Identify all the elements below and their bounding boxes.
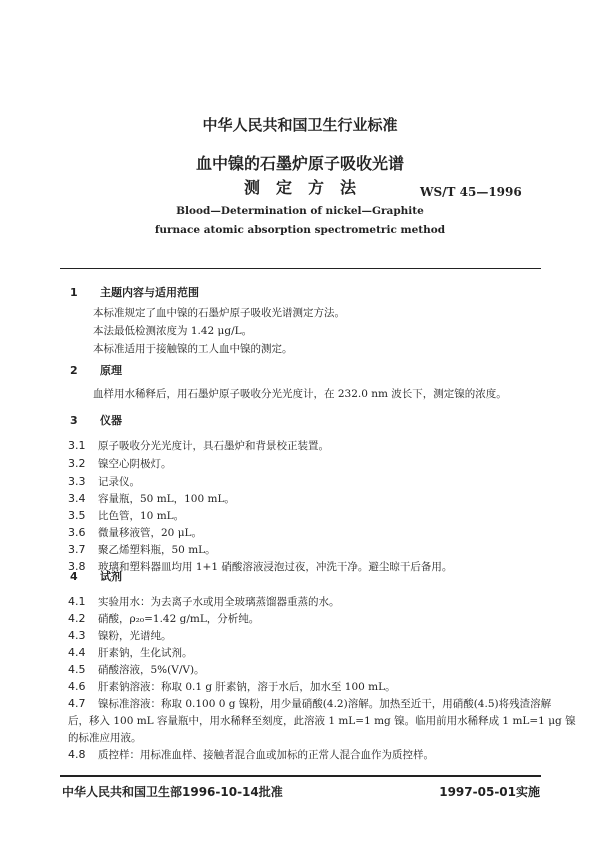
list-item bbox=[68, 679, 396, 694]
item-number: 3.5 bbox=[68, 509, 86, 522]
item-4-7-continuation: 后，移入 100 mL 容量瓶中，用水稀释至刻度，此溶液 1 mL=1 mg 镍。临用前用水稀释成 1 mL=1 μg 镍 bbox=[68, 715, 576, 727]
list-item bbox=[68, 696, 551, 711]
list-item bbox=[68, 594, 340, 609]
list-item bbox=[68, 645, 193, 660]
section-title: 试剂 bbox=[100, 570, 122, 583]
item-number: 4.4 bbox=[68, 646, 86, 659]
item-number: 3.2 bbox=[68, 457, 86, 470]
paragraph: 本法最低检测浓度为 1.42 μg/L。 bbox=[93, 325, 253, 337]
item-text: 原子吸收分光光度计，具石墨炉和背景校正装置。 bbox=[98, 440, 329, 452]
item-text: 实验用水：为去离子水或用全玻璃蒸馏器重蒸的水。 bbox=[98, 596, 340, 608]
item-text: 微量移液管，20 μL。 bbox=[98, 527, 202, 539]
section-number: 1 bbox=[70, 286, 78, 299]
section-1-heading bbox=[70, 284, 199, 300]
item-number: 3.1 bbox=[68, 439, 86, 452]
list-item bbox=[68, 542, 216, 557]
item-text: 镍空心阴极灯。 bbox=[98, 458, 172, 470]
title-line-2: 测 定 方 法 bbox=[243, 178, 356, 197]
section-title: 主题内容与适用范围 bbox=[100, 286, 199, 299]
paragraph: 本标准适用于接触镍的工人血中镍的测定。 bbox=[93, 343, 293, 355]
item-text: 记录仪。 bbox=[98, 476, 140, 488]
list-item bbox=[68, 662, 205, 677]
item-number: 4.8 bbox=[68, 748, 86, 761]
list-item bbox=[68, 611, 259, 626]
list-item bbox=[68, 525, 202, 540]
standard-body: 中华人民共和国卫生行业标准 bbox=[202, 116, 398, 134]
list-item bbox=[68, 456, 172, 471]
list-item bbox=[68, 559, 452, 574]
list-item bbox=[68, 628, 172, 643]
item-number: 3.4 bbox=[68, 492, 86, 505]
item-text: 比色管，10 mL。 bbox=[98, 510, 185, 522]
list-item bbox=[68, 474, 140, 489]
item-text: 肝素钠溶液：称取 0.1 g 肝素钠，溶于水后，加水至 100 mL。 bbox=[98, 681, 396, 693]
section-2-heading bbox=[70, 362, 122, 378]
item-number: 3.7 bbox=[68, 543, 86, 556]
list-item bbox=[68, 491, 235, 506]
paragraph: 血样用水稀释后，用石墨炉原子吸收分光光度计，在 232.0 nm 波长下，测定镍的浓度。 bbox=[93, 388, 507, 400]
item-4-7-continuation: 的标准应用液。 bbox=[68, 732, 142, 744]
item-text: 聚乙烯塑料瓶，50 mL。 bbox=[98, 544, 216, 556]
footer-divider bbox=[60, 775, 541, 777]
list-item bbox=[68, 438, 329, 453]
item-text: 硝酸溶液，5%(V/V)。 bbox=[98, 664, 205, 676]
item-number: 3.8 bbox=[68, 560, 86, 573]
english-title-line-2: furnace atomic absorption spectrometric method bbox=[154, 224, 446, 236]
item-text: 肝素钠，生化试剂。 bbox=[98, 647, 193, 659]
section-4-heading bbox=[70, 568, 122, 584]
item-text: 硝酸，ρ₂₀=1.42 g/mL，分析纯。 bbox=[98, 613, 260, 625]
list-item bbox=[68, 747, 434, 762]
approval-date: 中华人民共和国卫生部1996-10-14批准 bbox=[62, 785, 283, 799]
header-divider bbox=[60, 268, 541, 269]
section-title: 仪器 bbox=[100, 414, 122, 427]
english-title-line-1: Blood—Determination of nickel—Graphite bbox=[176, 205, 424, 217]
item-number: 4.7 bbox=[68, 697, 86, 710]
item-text: 镍粉，光谱纯。 bbox=[98, 630, 172, 642]
standard-number: WS/T 45—1996 bbox=[420, 185, 522, 199]
section-3-heading bbox=[70, 412, 122, 428]
item-number: 4.5 bbox=[68, 663, 86, 676]
section-number: 2 bbox=[70, 364, 78, 377]
item-number: 4.6 bbox=[68, 680, 86, 693]
paragraph: 本标准规定了血中镍的石墨炉原子吸收光谱测定方法。 bbox=[93, 307, 345, 319]
item-number: 4.3 bbox=[68, 629, 86, 642]
section-title: 原理 bbox=[100, 364, 122, 377]
list-item bbox=[68, 508, 184, 523]
item-text: 容量瓶，50 mL，100 mL。 bbox=[98, 493, 235, 505]
item-text: 玻璃和塑料器皿均用 1+1 硝酸溶液浸泡过夜，冲洗干净。避尘晾干后备用。 bbox=[98, 561, 453, 573]
title-line-1: 血中镍的石墨炉原子吸收光谱 bbox=[195, 154, 404, 173]
item-text: 质控样：用标准血样、接触者混合血或加标的正常人混合血作为质控样。 bbox=[98, 749, 434, 761]
item-number: 4.2 bbox=[68, 612, 86, 625]
section-number: 3 bbox=[70, 414, 78, 427]
section-number: 4 bbox=[70, 570, 78, 583]
item-text: 镍标准溶液：称取 0.100 0 g 镍粉，用少量硝酸(4.2)溶解。加热至近干，用硝酸(4.5)将残渣溶解 bbox=[98, 698, 552, 710]
item-number: 4.1 bbox=[68, 595, 86, 608]
implementation-date: 1997-05-01实施 bbox=[439, 785, 540, 799]
item-number: 3.3 bbox=[68, 475, 86, 488]
item-number: 3.6 bbox=[68, 526, 86, 539]
